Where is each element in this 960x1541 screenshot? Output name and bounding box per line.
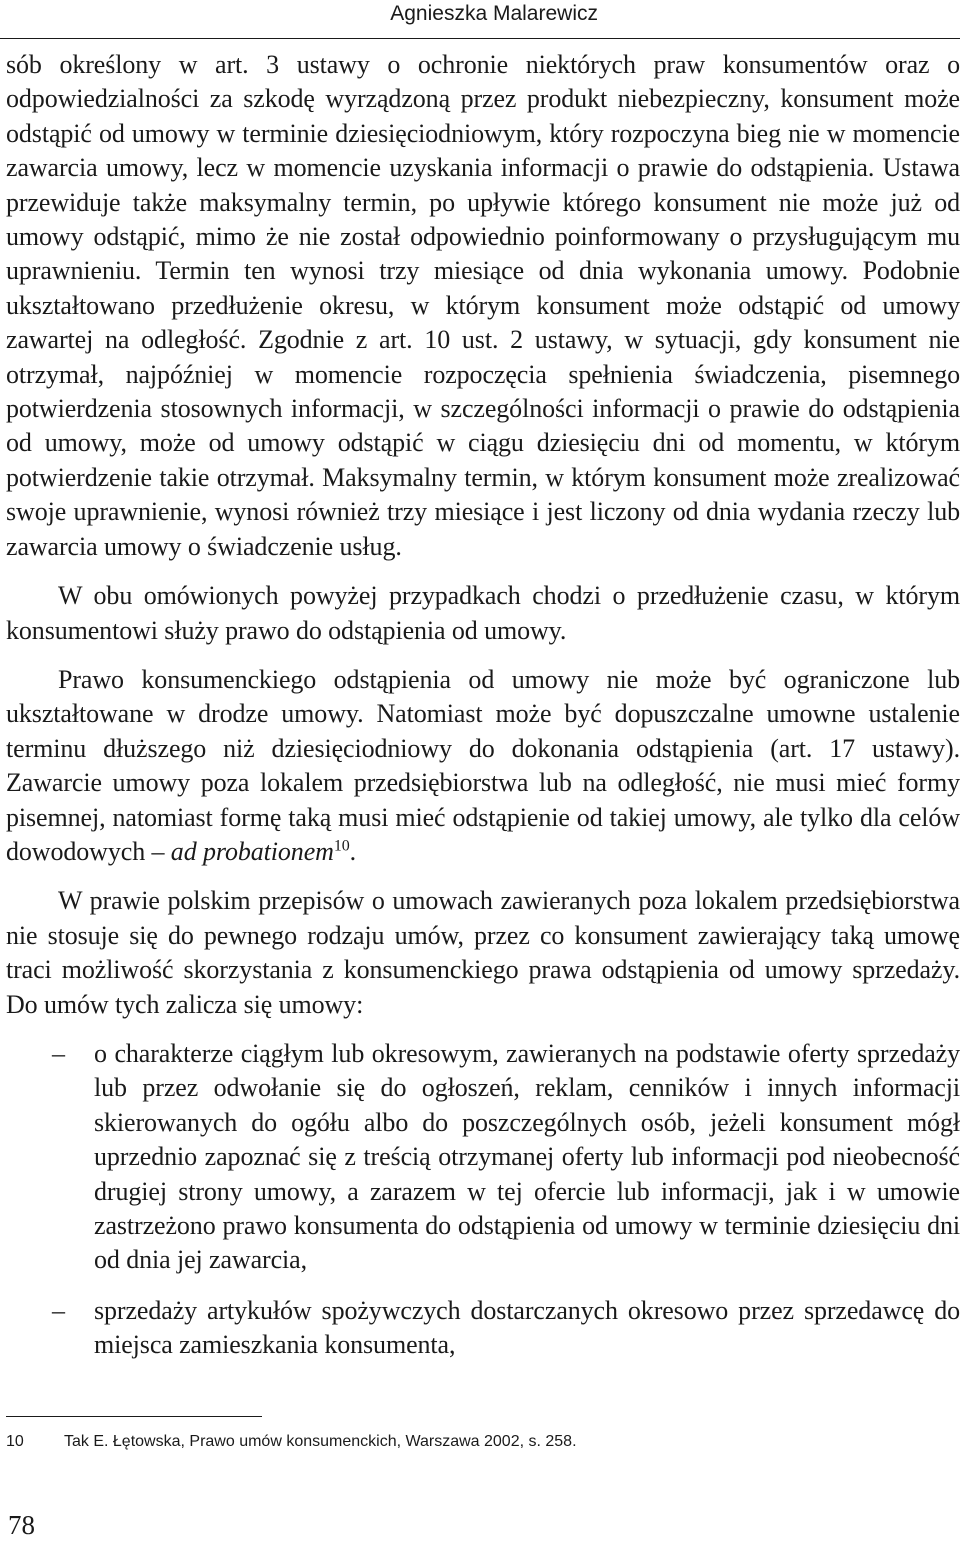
list-dash: – — [52, 1295, 65, 1325]
paragraph-1: sób określony w art. 3 ustawy o ochronie niektórych praw konsumentów oraz o odpowiedzialności za szkodę wyrządzoną przez produkt niebezpieczny, konsument może odstąpić od umowy w terminie dziesięciodniowym, który rozpoczyna bieg nie w momencie zawarcia umowy, lecz w momencie uzyskania informacji o prawie do odstąpienia. Ustawa przewiduje także maksymalny termin, po upływie którego konsument nie może już od umowy odstąpić, mimo że nie został odpowiednio poinformowany o przysługującym mu uprawnieniu. Termin ten wynosi trzy miesiące od dnia wykonania umowy. Podobnie ukształtowano przedłużenie okresu, w którym konsument może odstąpić od umowy zawartej na odległość. Zgodnie z art. 10 ust. 2 ustawy, w sytuacji, gdy konsument nie otrzymał, najpóźniej w momencie rozpoczęcia spełnienia świadczenia, pisemnego potwierdzenia stosownych informacji, w szczególności informacji o prawie do odstąpienia od umowy, może od umowy odstąpić w ciągu dziesięciu dni od momentu, w którym potwierdzenie takie otrzymał. Maksymalny termin, w którym konsument może zrealizować swoje uprawnienie, wynosi również trzy miesiące i jest liczony od dnia wydania rzeczy lub zawarcia umowy o świadczenie usług. — [6, 50, 960, 561]
list-item — [6, 1037, 960, 1278]
list-dash: – — [52, 1038, 65, 1068]
latin-phrase: ad probationem — [170, 836, 334, 866]
paragraph-2: W obu omówionych powyżej przypadkach chodzi o przedłużenie czasu, w którym konsumentowi służy prawo do odstąpienia od umowy. — [6, 581, 960, 645]
footnote-divider — [6, 1416, 262, 1417]
list-item-text: sprzedaży artykułów spożywczych dostarczanych okresowo przez sprzedawcę do miejsca zamieszkania konsumenta, — [94, 1295, 960, 1360]
page-number: 78 — [8, 1510, 35, 1540]
footnote-number: 10 — [6, 1433, 24, 1450]
list-item — [6, 1294, 960, 1363]
header-divider — [0, 38, 960, 39]
main-text — [6, 48, 960, 1379]
paragraph-3: Prawo konsumenckiego odstąpienia od umowy nie może być ograniczone lub ukształtowane w drodze umowy. Natomiast może być dopuszczalne umowne ustalenie terminu dłuższego niż dziesięciodniowy do dokonania odstąpienia (art. 17 ustawy). Zawarcie umowy poza lokalem przedsiębiorstwa lub na odległość, nie musi mieć formy pisemnej, natomiast formę taką musi mieć odstąpienie od takiej umowy, ale tylko dla celów dowodowych – ad probationem$^{10}$. — [6, 664, 960, 866]
paragraph-4: W prawie polskim przepisów o umowach zawieranych poza lokalem przedsiębiorstwa nie stosuje się do pewnego rodzaju umów, przez co konsument zawierający taką umowę traci możliwość skorzystania z konsumenckiego prawa odstąpienia od umowy sprzedaży. Do umów tych zalicza się umowy: — [6, 886, 960, 1019]
paragraph-3-text: Prawo konsumenckiego odstąpienia od umowy nie może być ograniczone lub ukształtowane w drodze umowy. Natomiast może być dopuszczalne umowne ustalenie terminu dłuższego niż dziesięciodniowy do dokonania odstąpienia (art. 17 ustawy). Zawarcie umowy poza lokalem przedsiębiorstwa lub na odległość, nie musi mieć formy pisemnej, natomiast formę taką musi mieć odstąpienie od takiej umowy, ale tylko dla celów dowodowych – — [6, 664, 960, 866]
footnote-reference[interactable]: 10 — [333, 837, 350, 855]
list-item-text: o charakterze ciągłym lub okresowym, zawieranych na podstawie oferty sprzedaży lub przez odwołanie się do ogłoszeń, reklam, cenników i innych informacji skierowanych do ogółu albo do poszczególnych osób, jeżeli konsument mógł uprzednio zapoznać się z treścią otrzymanej oferty lub informacji pod nieobecność drugiej strony umowy, a zarazem w tej ofercie lub informacji, jak i w umowie zastrzeżono prawo konsumenta do odstąpienia od umowy w terminie dziesięciu dni od dnia jej zawarcia, — [94, 1038, 960, 1275]
running-header-author: Agnieszka Malarewicz — [390, 2, 598, 25]
contract-types-list — [6, 1037, 960, 1363]
footnote — [6, 1433, 577, 1451]
footnote-text: Tak E. Łętowska, Prawo umów konsumenckich, Warszawa 2002, s. 258. — [64, 1433, 577, 1450]
